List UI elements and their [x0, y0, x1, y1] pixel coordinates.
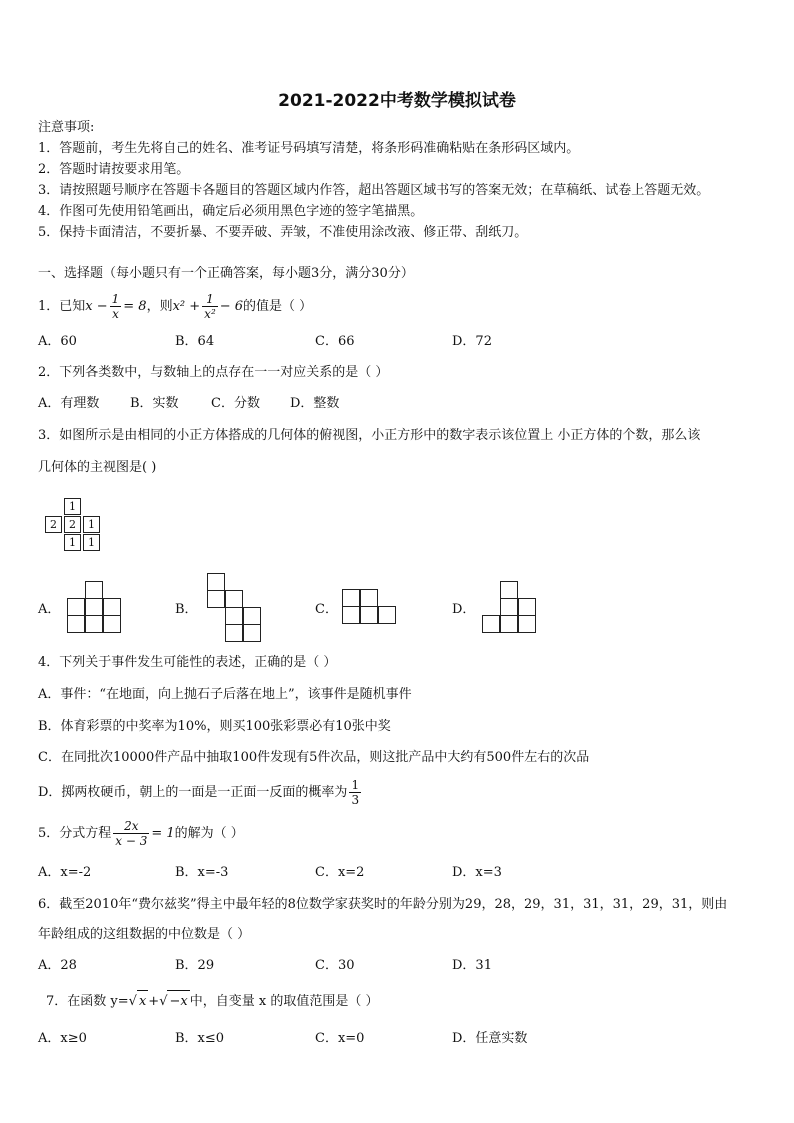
q1-option-b[interactable]: B．64 — [175, 334, 215, 349]
q7-radicand-1: x — [137, 990, 148, 1013]
q1-frac1-num: 1 — [111, 292, 120, 306]
question-7 — [46, 990, 378, 1013]
cube-square — [85, 615, 103, 633]
q3-option-c[interactable]: C． — [315, 602, 338, 617]
sqrt-symbol-1: √ — [128, 994, 137, 1009]
q7-option-d[interactable]: D．任意实数 — [452, 1031, 528, 1046]
notice-item-5: 5．保持卡面清洁，不要折暴、不要弄破、弄皱，不准使用涂改液、修正带、刮纸刀。 — [38, 225, 528, 240]
q1-frac2-den: x² — [204, 307, 216, 321]
cube-square — [85, 581, 103, 599]
grid-cell: 2 — [64, 516, 81, 533]
grid-cell: 1 — [64, 498, 81, 515]
q5-num: 2x — [113, 819, 149, 834]
q1-mid: ，则 — [146, 299, 173, 314]
notice-item-4: 4．作图可先使用铅笔画出，确定后必须用黑色字迹的签字笔描黑。 — [38, 204, 424, 219]
question-3-line-2: 几何体的主视图是( ) — [38, 460, 157, 475]
grid-cell: 1 — [83, 516, 100, 533]
q1-prefix: 1．已知 — [38, 299, 86, 314]
notice-item-2: 2．答题时请按要求用笔。 — [38, 162, 190, 177]
q5-option-c[interactable]: C．x=2 — [315, 865, 365, 880]
q3-option-d[interactable]: D． — [452, 602, 476, 617]
cube-square — [342, 589, 360, 607]
q1-option-a[interactable]: A．60 — [38, 334, 77, 349]
q4-option-d[interactable] — [38, 777, 363, 809]
q7-suffix: 中，自变量 x 的取值范围是（ ） — [189, 994, 379, 1009]
q2-option-a[interactable]: A．有理数 — [38, 396, 100, 411]
section-heading: 一、选择题（每小题只有一个正确答案，每小题3分，满分30分） — [38, 266, 414, 281]
notice-item-3: 3．请按照题号顺序在答题卡各题目的答题区域内作答，超出答题区域书写的答案无效；在草稿纸、试卷上答题无效。 — [38, 183, 710, 198]
q7-radicand-2: −x — [167, 990, 189, 1013]
question-6-line-1: 6．截至2010年“费尔兹奖”得主中最年轻的8位数学家获奖时的年龄分别为29，28，29，31，31，31，29，31，则由 — [38, 897, 728, 912]
cube-square — [360, 589, 378, 607]
q4-d-fraction — [349, 778, 361, 807]
q5-prefix: 5．分式方程 — [38, 826, 112, 841]
cube-square — [360, 606, 378, 624]
cube-square — [482, 615, 500, 633]
q1-fraction-1 — [110, 292, 122, 321]
q4-d-num: 1 — [351, 778, 360, 792]
q1-expr2-left: x² + — [172, 299, 201, 314]
q3-option-a[interactable]: A． — [38, 602, 61, 617]
q1-option-c[interactable]: C．66 — [315, 334, 355, 349]
q1-suffix: 的值是（ ） — [243, 299, 313, 314]
q5-eq: = 1 — [151, 826, 175, 841]
page-title: 2021-2022中考数学模拟试卷 — [278, 91, 516, 111]
cube-square — [378, 606, 396, 624]
question-5 — [38, 818, 244, 850]
q1-fraction-2 — [202, 292, 218, 321]
cube-square — [225, 624, 243, 642]
sqrt-symbol-2: √ — [159, 994, 168, 1009]
q2-option-c[interactable]: C．分数 — [211, 396, 260, 411]
q4-option-a[interactable]: A．事件：“在地面，向上抛石子后落在地上”，该事件是随机事件 — [38, 687, 412, 702]
q5-fraction — [113, 819, 149, 848]
q7-plus: + — [148, 994, 160, 1009]
q4-d-den: 3 — [351, 793, 360, 807]
q1-option-d[interactable]: D．72 — [452, 334, 492, 349]
q4-d-text: D．掷两枚硬币，朝上的一面是一正面一反面的概率为 — [38, 785, 348, 800]
q7-prefix: 7．在函数 y= — [46, 994, 129, 1009]
cube-square — [67, 615, 85, 633]
cube-square — [500, 615, 518, 633]
grid-cell: 2 — [45, 516, 62, 533]
cube-square — [207, 590, 225, 608]
cube-square — [518, 598, 536, 616]
notice-heading: 注意事项: — [38, 120, 95, 135]
cube-square — [103, 615, 121, 633]
question-1 — [38, 292, 312, 321]
question-3-line-1: 3．如图所示是由相同的小正方体搭成的几何体的俯视图，小正方形中的数字表示该位置上 小正方体的个数，那么该 — [38, 428, 701, 443]
cube-square — [103, 598, 121, 616]
q5-option-a[interactable]: A．x=-2 — [38, 865, 92, 880]
q6-option-b[interactable]: B．29 — [175, 958, 215, 973]
q6-option-d[interactable]: D．31 — [452, 958, 492, 973]
q7-option-b[interactable]: B．x≤0 — [175, 1031, 225, 1046]
question-2: 2．下列各类数中，与数轴上的点存在一一对应关系的是（ ） — [38, 365, 389, 380]
q4-option-b[interactable]: B．体育彩票的中奖率为10%，则买100张彩票必有10张中奖 — [38, 719, 391, 734]
cube-square — [67, 598, 85, 616]
q7-option-c[interactable]: C．x=0 — [315, 1031, 365, 1046]
question-6-line-2: 年龄组成的这组数据的中位数是（ ） — [38, 927, 251, 942]
cube-square — [500, 581, 518, 599]
q2-option-d[interactable]: D．整数 — [290, 396, 340, 411]
q6-option-c[interactable]: C．30 — [315, 958, 355, 973]
grid-cell: 1 — [64, 534, 81, 551]
cube-square — [225, 590, 243, 608]
q6-option-a[interactable]: A．28 — [38, 958, 77, 973]
q1-frac2-num: 1 — [202, 292, 218, 307]
q4-option-c[interactable]: C．在同批次10000件产品中抽取100件发现有5件次品，则这批产品中大约有500件左右的次品 — [38, 750, 590, 765]
notice-item-1: 1．答题前，考生先将自己的姓名、准考证号码填写清楚，将条形码准确粘贴在条形码区域内。 — [38, 141, 580, 156]
cube-square — [207, 573, 225, 591]
cube-square — [243, 624, 261, 642]
grid-cell: 1 — [83, 534, 100, 551]
question-4: 4．下列关于事件发生可能性的表述，正确的是（ ） — [38, 655, 337, 670]
q1-expr2-right: − 6 — [219, 299, 244, 314]
q1-expr1-right: = 8 — [123, 299, 147, 314]
cube-square — [342, 606, 360, 624]
q7-option-a[interactable]: A．x≥0 — [38, 1031, 87, 1046]
q5-suffix: 的解为（ ） — [174, 826, 244, 841]
q5-option-d[interactable]: D．x=3 — [452, 865, 502, 880]
q1-frac1-den: x — [112, 307, 119, 321]
q1-expr1-left: x − — [85, 299, 108, 314]
cube-square — [518, 615, 536, 633]
cube-square — [500, 598, 518, 616]
q2-option-b[interactable]: B．实数 — [130, 396, 179, 411]
cube-square — [85, 598, 103, 616]
q5-den: x − 3 — [115, 834, 148, 848]
cube-square — [243, 607, 261, 625]
cube-square — [225, 607, 243, 625]
q5-option-b[interactable]: B．x=-3 — [175, 865, 229, 880]
q3-option-b[interactable]: B． — [175, 602, 198, 617]
